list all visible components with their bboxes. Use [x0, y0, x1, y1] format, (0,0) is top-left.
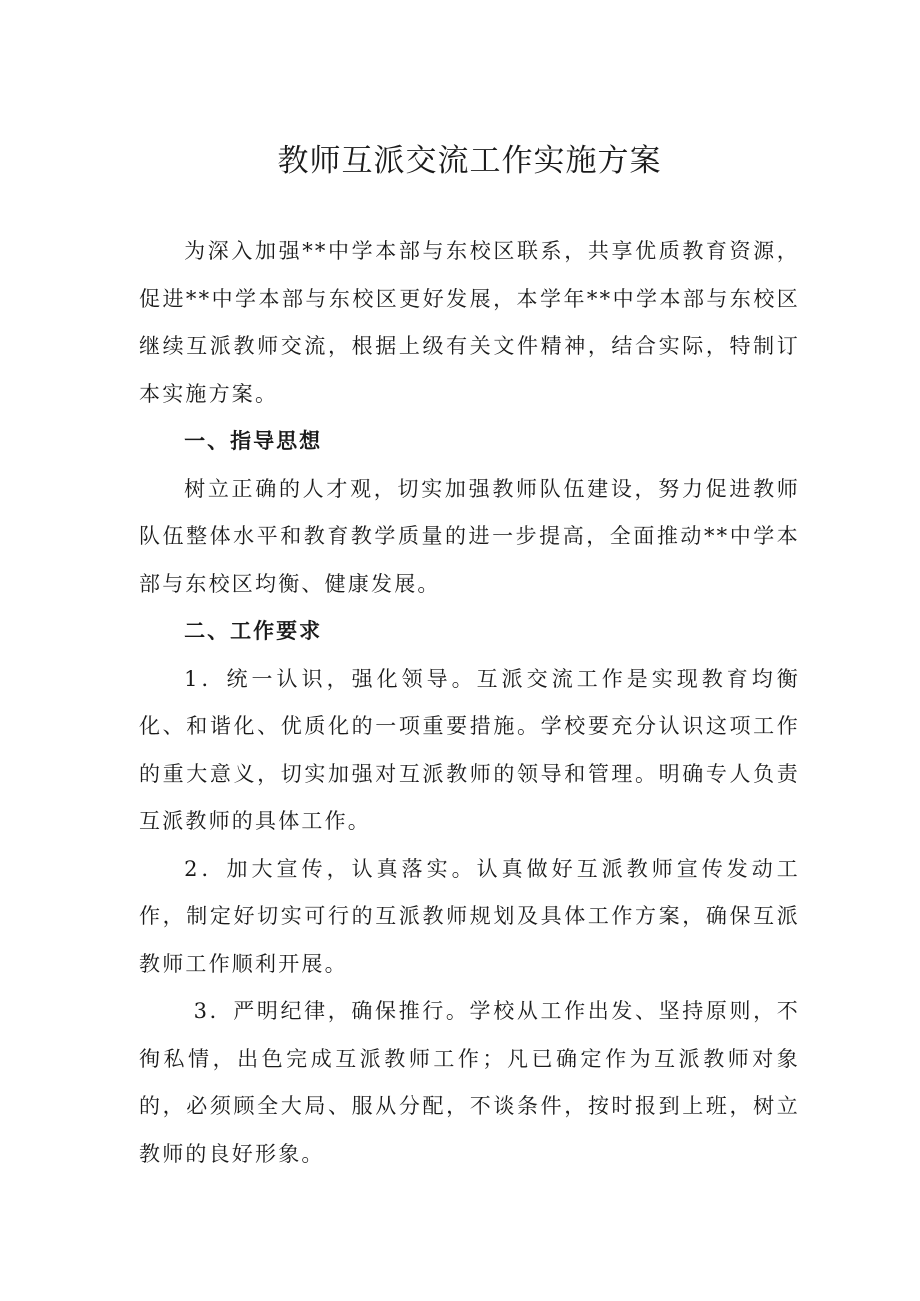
requirement-item-1: 1．统一认识，强化领导。互派交流工作是实现教育均衡化、和谐化、优质化的一项重要措施。学校要充分认识这项工作的重大意义，切实加强对互派教师的领导和管理。明确专人负责互派教师的具体工作。	[139, 666, 800, 833]
requirement-item-2: 2．加大宣传，认真落实。认真做好互派教师宣传发动工作，制定好切实可行的互派教师规划及具体工作方案，确保互派教师工作顺利开展。	[139, 856, 800, 976]
guiding-ideology-paragraph: 树立正确的人才观，切实加强教师队伍建设，努力促进教师队伍整体水平和教育教学质量的进一步提高，全面推动**中学本部与东校区均衡、健康发展。	[139, 476, 800, 596]
intro-paragraph: 为深入加强**中学本部与东校区联系，共享优质教育资源，促进**中学本部与东校区更好发展，本学年**中学本部与东校区继续互派教师交流，根据上级有关文件精神，结合实际，特制订本实施方案。	[139, 239, 800, 406]
section-heading-work-requirements: 二、工作要求	[184, 619, 323, 643]
document-title: 教师互派交流工作实施方案	[277, 143, 662, 179]
section-heading-guiding-ideology: 一、指导思想	[184, 429, 323, 453]
requirement-item-3: 3．严明纪律，确保推行。学校从工作出发、坚持原则，不徇私情，出色完成互派教师工作；凡已确定作为互派教师对象的，必须顾全大局、服从分配，不谈条件，按时报到上班，树立教师的良好形象。	[139, 999, 800, 1166]
